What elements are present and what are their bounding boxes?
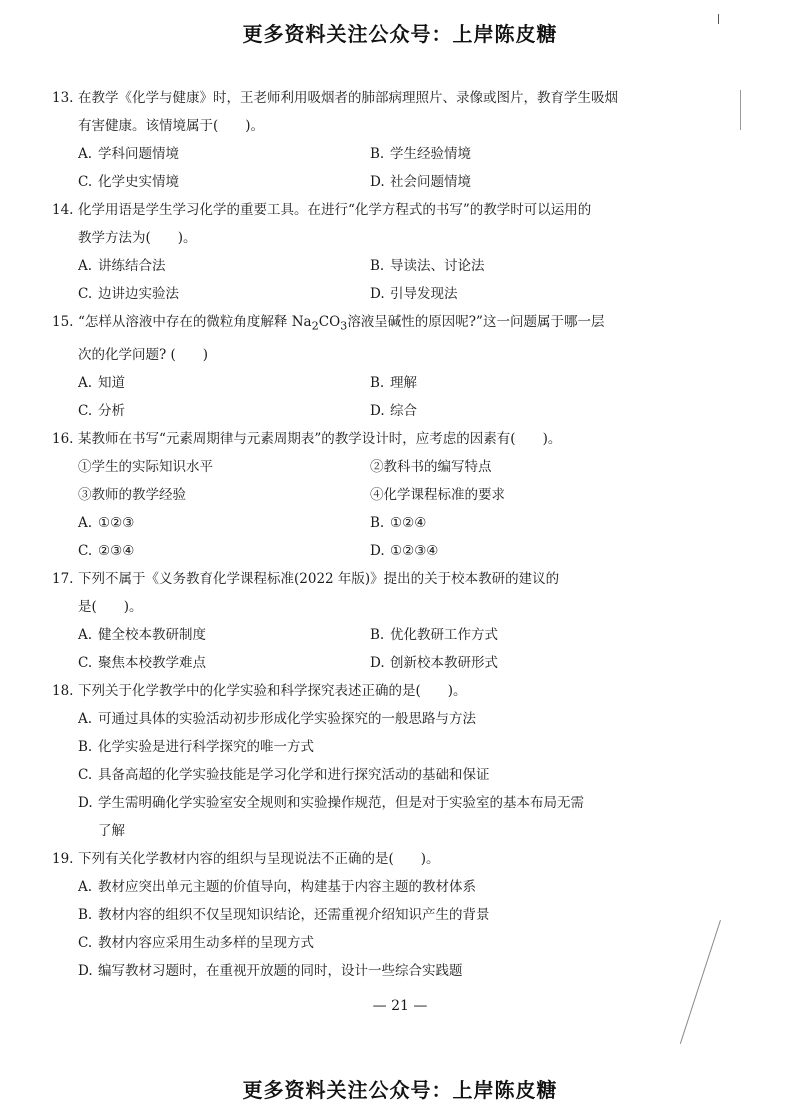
option-c: C. 分析 <box>78 402 125 419</box>
option-b: B. 学生经验情境 <box>370 146 471 162</box>
option-c: C. ②③④ <box>78 542 135 559</box>
option-a: A. 可通过具体的实验活动初步形成化学实验探究的一般思路与方法 <box>78 710 476 727</box>
page-number: — 21 — <box>372 998 428 1014</box>
factor-item: ④化学课程标准的要求 <box>370 486 505 503</box>
question-number: 14. <box>52 202 74 218</box>
question-stem-line: “怎样从溶液中存在的微粒角度解释 $Na_2CO_3$溶液呈碱性的原因呢?”这一问题属于哪一层 <box>78 314 605 333</box>
factor-item: ②教科书的编写特点 <box>370 458 492 475</box>
option-d: D. 学生需明确化学实验室安全规则和实验操作规范，但是对于实验室的基本布局无需 <box>78 794 584 811</box>
question-number: 17. <box>52 570 74 587</box>
option-c: C. 边讲边实验法 <box>78 286 179 302</box>
option-b: B. 优化教研工作方式 <box>370 626 498 643</box>
question-stem-line: 是( )。 <box>78 598 143 615</box>
question-number: 13. <box>52 90 74 106</box>
question-19 <box>52 845 692 985</box>
option-a: A. 健全校本教研制度 <box>78 626 206 643</box>
question-15 <box>52 308 692 425</box>
factor-item: ③教师的教学经验 <box>78 486 186 503</box>
question-13 <box>52 84 692 196</box>
question-stem-line: 下列关于化学教学中的化学实验和科学探究表述正确的是( )。 <box>78 682 467 699</box>
option-b: B. 教材内容的组织不仅呈现知识结论，还需重视介绍知识产生的背景 <box>78 906 490 923</box>
question-14 <box>52 196 692 308</box>
option-a: A. 教材应突出单元主题的价值导向，构建基于内容主题的教材体系 <box>78 878 476 895</box>
option-b: B. ①②④ <box>370 514 427 531</box>
question-stem-line: 次的化学问题? ( ) <box>78 346 209 363</box>
question-list <box>52 84 692 985</box>
question-18 <box>52 677 692 845</box>
question-16 <box>52 425 692 565</box>
option-d: D. 社会问题情境 <box>370 174 471 190</box>
question-stem-line: 某教师在书写“元素周期律与元素周期表”的教学设计时，应考虑的因素有( )。 <box>78 430 562 447</box>
question-stem-line: 在教学《化学与健康》时，王老师利用吸烟者的肺部病理照片、录像或图片，教育学生吸烟 <box>78 90 618 106</box>
scan-edge-line <box>718 14 719 24</box>
question-stem-line: 化学用语是学生学习化学的重要工具。在进行“化学方程式的书写”的教学时可以运用的 <box>78 202 592 218</box>
option-d: D. 综合 <box>370 402 417 419</box>
question-number: 16. <box>52 430 74 447</box>
question-number: 18. <box>52 682 74 699</box>
option-d-continuation: 了解 <box>98 822 125 839</box>
factor-item: ①学生的实际知识水平 <box>78 458 213 475</box>
scan-edge-line <box>740 90 741 130</box>
question-stem-line: 教学方法为( )。 <box>78 230 197 246</box>
question-stem-line: 有害健康。该情境属于( )。 <box>78 118 265 134</box>
page-footer-watermark: 更多资料关注公众号：上岸陈皮糖 <box>242 1078 558 1102</box>
question-number: 15. <box>52 314 74 330</box>
option-d: D. 编写教材习题时，在重视开放题的同时，设计一些综合实践题 <box>78 962 463 979</box>
option-d: D. ①②③④ <box>370 542 439 559</box>
question-stem-line: 下列不属于《义务教育化学课程标准(2022 年版)》提出的关于校本教研的建议的 <box>78 570 560 587</box>
question-17 <box>52 565 692 677</box>
option-c: C. 教材内容应采用生动多样的呈现方式 <box>78 934 314 951</box>
option-d: D. 创新校本教研形式 <box>370 654 498 671</box>
option-a: A. 学科问题情境 <box>78 146 179 162</box>
option-c: C. 聚焦本校教学难点 <box>78 654 206 671</box>
option-a: A. ①②③ <box>78 514 135 531</box>
option-a: A. 知道 <box>78 374 125 391</box>
option-c: C. 化学史实情境 <box>78 174 179 190</box>
option-b: B. 导读法、讨论法 <box>370 258 485 274</box>
question-number: 19. <box>52 850 74 867</box>
option-a: A. 讲练结合法 <box>78 258 166 274</box>
option-c: C. 具备高超的化学实验技能是学习化学和进行探究活动的基础和保证 <box>78 766 490 783</box>
option-d: D. 引导发现法 <box>370 286 458 302</box>
page-header-watermark: 更多资料关注公众号：上岸陈皮糖 <box>242 22 558 46</box>
option-b: B. 理解 <box>370 374 417 391</box>
option-b: B. 化学实验是进行科学探究的唯一方式 <box>78 738 314 755</box>
question-stem-line: 下列有关化学教材内容的组织与呈现说法不正确的是( )。 <box>78 850 440 867</box>
